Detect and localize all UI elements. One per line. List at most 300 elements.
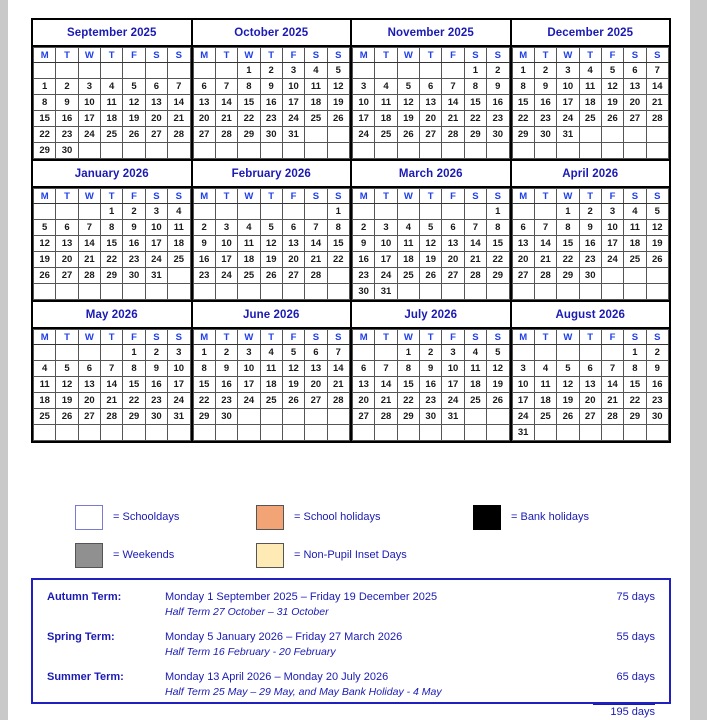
day-cell[interactable]: 20 <box>193 111 215 127</box>
day-cell[interactable]: 1 <box>397 345 419 361</box>
day-cell[interactable]: 3 <box>145 204 167 220</box>
day-cell[interactable]: 18 <box>579 95 601 111</box>
day-cell[interactable]: 28 <box>534 268 556 284</box>
day-cell[interactable]: 17 <box>145 236 167 252</box>
day-cell[interactable]: 9 <box>487 79 509 95</box>
day-cell[interactable]: 16 <box>487 95 509 111</box>
day-cell[interactable]: 10 <box>601 220 623 236</box>
day-cell[interactable]: 19 <box>327 95 349 111</box>
day-cell[interactable]: 22 <box>512 111 534 127</box>
day-cell[interactable]: 23 <box>260 111 282 127</box>
day-cell[interactable]: 12 <box>282 361 304 377</box>
day-cell[interactable]: 13 <box>624 79 646 95</box>
day-cell[interactable]: 13 <box>353 377 375 393</box>
day-cell[interactable]: 18 <box>624 236 646 252</box>
day-cell[interactable]: 2 <box>193 220 215 236</box>
day-cell[interactable]: 9 <box>215 361 237 377</box>
day-cell[interactable]: 24 <box>442 393 464 409</box>
day-cell[interactable]: 24 <box>282 111 304 127</box>
day-cell[interactable]: 1 <box>327 204 349 220</box>
day-cell[interactable]: 4 <box>168 204 190 220</box>
day-cell[interactable]: 28 <box>442 127 464 143</box>
day-cell[interactable]: 15 <box>624 377 646 393</box>
day-cell[interactable]: 7 <box>101 361 123 377</box>
day-cell[interactable]: 20 <box>282 252 304 268</box>
day-cell[interactable]: 5 <box>282 345 304 361</box>
day-cell[interactable]: 25 <box>397 268 419 284</box>
day-cell[interactable]: 1 <box>123 345 145 361</box>
day-cell[interactable]: 11 <box>238 236 260 252</box>
day-cell[interactable]: 26 <box>397 127 419 143</box>
day-cell[interactable]: 7 <box>464 220 486 236</box>
day-cell[interactable]: 6 <box>624 63 646 79</box>
day-cell[interactable]: 4 <box>624 204 646 220</box>
day-cell[interactable]: 14 <box>101 377 123 393</box>
day-cell[interactable]: 28 <box>168 127 190 143</box>
day-cell[interactable]: 16 <box>646 377 668 393</box>
day-cell[interactable]: 24 <box>557 111 579 127</box>
day-cell[interactable]: 14 <box>168 95 190 111</box>
day-cell[interactable]: 2 <box>56 79 78 95</box>
day-cell[interactable]: 24 <box>215 268 237 284</box>
day-cell[interactable]: 27 <box>624 111 646 127</box>
day-cell[interactable]: 7 <box>305 220 327 236</box>
day-cell[interactable]: 13 <box>420 95 442 111</box>
day-cell[interactable]: 11 <box>260 361 282 377</box>
day-cell[interactable]: 20 <box>56 252 78 268</box>
day-cell[interactable]: 13 <box>193 95 215 111</box>
day-cell[interactable]: 31 <box>375 284 397 300</box>
day-cell[interactable]: 6 <box>442 220 464 236</box>
day-cell[interactable]: 7 <box>327 345 349 361</box>
day-cell[interactable]: 20 <box>78 393 100 409</box>
day-cell[interactable]: 13 <box>512 236 534 252</box>
day-cell[interactable]: 4 <box>534 361 556 377</box>
day-cell[interactable]: 26 <box>34 268 56 284</box>
day-cell[interactable]: 15 <box>193 377 215 393</box>
day-cell[interactable]: 8 <box>487 220 509 236</box>
day-cell[interactable]: 22 <box>238 111 260 127</box>
day-cell[interactable]: 17 <box>353 111 375 127</box>
day-cell[interactable]: 18 <box>34 393 56 409</box>
day-cell[interactable]: 11 <box>579 79 601 95</box>
day-cell[interactable]: 18 <box>534 393 556 409</box>
day-cell[interactable]: 14 <box>375 377 397 393</box>
day-cell[interactable]: 29 <box>397 409 419 425</box>
day-cell[interactable]: 7 <box>168 79 190 95</box>
day-cell[interactable]: 27 <box>78 409 100 425</box>
day-cell[interactable]: 1 <box>557 204 579 220</box>
day-cell[interactable]: 28 <box>646 111 668 127</box>
day-cell[interactable]: 8 <box>464 79 486 95</box>
day-cell[interactable]: 5 <box>601 63 623 79</box>
day-cell[interactable]: 13 <box>442 236 464 252</box>
day-cell[interactable]: 11 <box>34 377 56 393</box>
day-cell[interactable]: 11 <box>464 361 486 377</box>
day-cell[interactable]: 21 <box>78 252 100 268</box>
day-cell[interactable]: 18 <box>375 111 397 127</box>
day-cell[interactable]: 6 <box>512 220 534 236</box>
day-cell[interactable]: 4 <box>238 220 260 236</box>
day-cell[interactable]: 31 <box>282 127 304 143</box>
day-cell[interactable]: 26 <box>487 393 509 409</box>
day-cell[interactable]: 14 <box>78 236 100 252</box>
day-cell[interactable]: 19 <box>487 377 509 393</box>
day-cell[interactable]: 4 <box>101 79 123 95</box>
day-cell[interactable]: 2 <box>123 204 145 220</box>
day-cell[interactable]: 11 <box>168 220 190 236</box>
day-cell[interactable]: 29 <box>123 409 145 425</box>
day-cell[interactable]: 25 <box>534 409 556 425</box>
day-cell[interactable]: 16 <box>56 111 78 127</box>
day-cell[interactable]: 24 <box>512 409 534 425</box>
day-cell[interactable]: 27 <box>442 268 464 284</box>
day-cell[interactable]: 14 <box>327 361 349 377</box>
day-cell[interactable]: 4 <box>305 63 327 79</box>
day-cell[interactable]: 14 <box>601 377 623 393</box>
day-cell[interactable]: 5 <box>34 220 56 236</box>
day-cell[interactable]: 29 <box>487 268 509 284</box>
day-cell[interactable]: 4 <box>579 63 601 79</box>
day-cell[interactable]: 3 <box>215 220 237 236</box>
day-cell[interactable]: 19 <box>557 393 579 409</box>
day-cell[interactable]: 15 <box>34 111 56 127</box>
day-cell[interactable]: 10 <box>353 95 375 111</box>
day-cell[interactable]: 8 <box>397 361 419 377</box>
day-cell[interactable]: 24 <box>145 252 167 268</box>
day-cell[interactable]: 22 <box>193 393 215 409</box>
day-cell[interactable]: 28 <box>601 409 623 425</box>
day-cell[interactable]: 15 <box>557 236 579 252</box>
day-cell[interactable]: 18 <box>397 252 419 268</box>
day-cell[interactable]: 12 <box>557 377 579 393</box>
day-cell[interactable]: 31 <box>145 268 167 284</box>
day-cell[interactable]: 25 <box>375 127 397 143</box>
day-cell[interactable]: 28 <box>327 393 349 409</box>
day-cell[interactable]: 24 <box>168 393 190 409</box>
day-cell[interactable]: 9 <box>420 361 442 377</box>
day-cell[interactable]: 12 <box>123 95 145 111</box>
day-cell[interactable]: 7 <box>78 220 100 236</box>
day-cell[interactable]: 17 <box>238 377 260 393</box>
day-cell[interactable]: 3 <box>557 63 579 79</box>
day-cell[interactable]: 7 <box>442 79 464 95</box>
day-cell[interactable]: 30 <box>534 127 556 143</box>
day-cell[interactable]: 30 <box>487 127 509 143</box>
day-cell[interactable]: 14 <box>305 236 327 252</box>
day-cell[interactable]: 11 <box>101 95 123 111</box>
day-cell[interactable]: 5 <box>420 220 442 236</box>
day-cell[interactable]: 23 <box>646 393 668 409</box>
day-cell[interactable]: 25 <box>305 111 327 127</box>
day-cell[interactable]: 8 <box>557 220 579 236</box>
day-cell[interactable]: 15 <box>101 236 123 252</box>
day-cell[interactable]: 22 <box>397 393 419 409</box>
day-cell[interactable]: 15 <box>487 236 509 252</box>
day-cell[interactable]: 5 <box>327 63 349 79</box>
day-cell[interactable]: 23 <box>56 127 78 143</box>
day-cell[interactable]: 22 <box>123 393 145 409</box>
day-cell[interactable]: 12 <box>34 236 56 252</box>
day-cell[interactable]: 23 <box>487 111 509 127</box>
day-cell[interactable]: 23 <box>145 393 167 409</box>
day-cell[interactable]: 9 <box>193 236 215 252</box>
day-cell[interactable]: 20 <box>420 111 442 127</box>
day-cell[interactable]: 18 <box>238 252 260 268</box>
day-cell[interactable]: 5 <box>397 79 419 95</box>
day-cell[interactable]: 27 <box>193 127 215 143</box>
day-cell[interactable]: 4 <box>375 79 397 95</box>
day-cell[interactable]: 21 <box>464 252 486 268</box>
day-cell[interactable]: 19 <box>260 252 282 268</box>
day-cell[interactable]: 18 <box>168 236 190 252</box>
day-cell[interactable]: 21 <box>327 377 349 393</box>
day-cell[interactable]: 22 <box>624 393 646 409</box>
day-cell[interactable]: 29 <box>557 268 579 284</box>
day-cell[interactable]: 26 <box>282 393 304 409</box>
day-cell[interactable]: 17 <box>215 252 237 268</box>
day-cell[interactable]: 29 <box>238 127 260 143</box>
day-cell[interactable]: 21 <box>168 111 190 127</box>
day-cell[interactable]: 2 <box>534 63 556 79</box>
day-cell[interactable]: 18 <box>101 111 123 127</box>
day-cell[interactable]: 27 <box>353 409 375 425</box>
day-cell[interactable]: 26 <box>260 268 282 284</box>
day-cell[interactable]: 22 <box>464 111 486 127</box>
day-cell[interactable]: 19 <box>123 111 145 127</box>
day-cell[interactable]: 29 <box>624 409 646 425</box>
day-cell[interactable]: 18 <box>305 95 327 111</box>
day-cell[interactable]: 1 <box>101 204 123 220</box>
day-cell[interactable]: 19 <box>646 236 668 252</box>
day-cell[interactable]: 26 <box>327 111 349 127</box>
day-cell[interactable]: 22 <box>101 252 123 268</box>
day-cell[interactable]: 18 <box>260 377 282 393</box>
day-cell[interactable]: 9 <box>534 79 556 95</box>
day-cell[interactable]: 14 <box>534 236 556 252</box>
day-cell[interactable]: 21 <box>646 95 668 111</box>
day-cell[interactable]: 5 <box>123 79 145 95</box>
day-cell[interactable]: 30 <box>420 409 442 425</box>
day-cell[interactable]: 10 <box>557 79 579 95</box>
day-cell[interactable]: 9 <box>646 361 668 377</box>
day-cell[interactable]: 28 <box>375 409 397 425</box>
day-cell[interactable]: 15 <box>327 236 349 252</box>
day-cell[interactable]: 20 <box>512 252 534 268</box>
day-cell[interactable]: 6 <box>579 361 601 377</box>
day-cell[interactable]: 10 <box>375 236 397 252</box>
day-cell[interactable]: 30 <box>123 268 145 284</box>
day-cell[interactable]: 16 <box>353 252 375 268</box>
day-cell[interactable]: 14 <box>646 79 668 95</box>
day-cell[interactable]: 6 <box>193 79 215 95</box>
day-cell[interactable]: 27 <box>512 268 534 284</box>
day-cell[interactable]: 12 <box>601 79 623 95</box>
day-cell[interactable]: 19 <box>420 252 442 268</box>
day-cell[interactable]: 13 <box>78 377 100 393</box>
day-cell[interactable]: 16 <box>145 377 167 393</box>
day-cell[interactable]: 25 <box>624 252 646 268</box>
day-cell[interactable]: 20 <box>305 377 327 393</box>
day-cell[interactable]: 1 <box>193 345 215 361</box>
day-cell[interactable]: 15 <box>397 377 419 393</box>
day-cell[interactable]: 10 <box>442 361 464 377</box>
day-cell[interactable]: 5 <box>557 361 579 377</box>
day-cell[interactable]: 9 <box>353 236 375 252</box>
day-cell[interactable]: 5 <box>260 220 282 236</box>
day-cell[interactable]: 29 <box>512 127 534 143</box>
day-cell[interactable]: 27 <box>305 393 327 409</box>
day-cell[interactable]: 9 <box>123 220 145 236</box>
day-cell[interactable]: 16 <box>215 377 237 393</box>
day-cell[interactable]: 10 <box>145 220 167 236</box>
day-cell[interactable]: 26 <box>56 409 78 425</box>
day-cell[interactable]: 20 <box>579 393 601 409</box>
day-cell[interactable]: 20 <box>145 111 167 127</box>
day-cell[interactable]: 10 <box>238 361 260 377</box>
day-cell[interactable]: 30 <box>260 127 282 143</box>
day-cell[interactable]: 17 <box>442 377 464 393</box>
day-cell[interactable]: 12 <box>487 361 509 377</box>
day-cell[interactable]: 13 <box>56 236 78 252</box>
day-cell[interactable]: 27 <box>145 127 167 143</box>
day-cell[interactable]: 12 <box>260 236 282 252</box>
day-cell[interactable]: 24 <box>238 393 260 409</box>
day-cell[interactable]: 29 <box>193 409 215 425</box>
day-cell[interactable]: 27 <box>282 268 304 284</box>
day-cell[interactable]: 22 <box>34 127 56 143</box>
day-cell[interactable]: 28 <box>215 127 237 143</box>
day-cell[interactable]: 1 <box>624 345 646 361</box>
day-cell[interactable]: 30 <box>579 268 601 284</box>
day-cell[interactable]: 7 <box>646 63 668 79</box>
day-cell[interactable]: 21 <box>305 252 327 268</box>
day-cell[interactable]: 8 <box>123 361 145 377</box>
day-cell[interactable]: 7 <box>601 361 623 377</box>
day-cell[interactable]: 6 <box>145 79 167 95</box>
day-cell[interactable]: 2 <box>260 63 282 79</box>
day-cell[interactable]: 13 <box>305 361 327 377</box>
day-cell[interactable]: 23 <box>534 111 556 127</box>
day-cell[interactable]: 30 <box>646 409 668 425</box>
day-cell[interactable]: 2 <box>353 220 375 236</box>
day-cell[interactable]: 28 <box>464 268 486 284</box>
day-cell[interactable]: 4 <box>464 345 486 361</box>
day-cell[interactable]: 1 <box>34 79 56 95</box>
day-cell[interactable]: 27 <box>579 409 601 425</box>
day-cell[interactable]: 3 <box>375 220 397 236</box>
day-cell[interactable]: 19 <box>56 393 78 409</box>
day-cell[interactable]: 29 <box>464 127 486 143</box>
day-cell[interactable]: 21 <box>375 393 397 409</box>
day-cell[interactable]: 23 <box>123 252 145 268</box>
day-cell[interactable]: 21 <box>601 393 623 409</box>
day-cell[interactable]: 25 <box>260 393 282 409</box>
day-cell[interactable]: 9 <box>579 220 601 236</box>
day-cell[interactable]: 1 <box>238 63 260 79</box>
day-cell[interactable]: 31 <box>557 127 579 143</box>
day-cell[interactable]: 17 <box>282 95 304 111</box>
day-cell[interactable]: 3 <box>282 63 304 79</box>
day-cell[interactable]: 20 <box>353 393 375 409</box>
day-cell[interactable]: 11 <box>305 79 327 95</box>
day-cell[interactable]: 1 <box>512 63 534 79</box>
day-cell[interactable]: 4 <box>34 361 56 377</box>
day-cell[interactable]: 5 <box>487 345 509 361</box>
day-cell[interactable]: 25 <box>168 252 190 268</box>
day-cell[interactable]: 26 <box>420 268 442 284</box>
day-cell[interactable]: 30 <box>353 284 375 300</box>
day-cell[interactable]: 3 <box>238 345 260 361</box>
day-cell[interactable]: 31 <box>168 409 190 425</box>
day-cell[interactable]: 25 <box>579 111 601 127</box>
day-cell[interactable]: 2 <box>579 204 601 220</box>
day-cell[interactable]: 16 <box>260 95 282 111</box>
day-cell[interactable]: 22 <box>327 252 349 268</box>
day-cell[interactable]: 8 <box>327 220 349 236</box>
day-cell[interactable]: 15 <box>512 95 534 111</box>
day-cell[interactable]: 30 <box>56 143 78 159</box>
day-cell[interactable]: 11 <box>397 236 419 252</box>
day-cell[interactable]: 15 <box>464 95 486 111</box>
day-cell[interactable]: 23 <box>193 268 215 284</box>
day-cell[interactable]: 8 <box>238 79 260 95</box>
day-cell[interactable]: 1 <box>487 204 509 220</box>
day-cell[interactable]: 16 <box>123 236 145 252</box>
day-cell[interactable]: 9 <box>56 95 78 111</box>
day-cell[interactable]: 19 <box>601 95 623 111</box>
day-cell[interactable]: 25 <box>34 409 56 425</box>
day-cell[interactable]: 3 <box>78 79 100 95</box>
day-cell[interactable]: 6 <box>420 79 442 95</box>
day-cell[interactable]: 8 <box>193 361 215 377</box>
day-cell[interactable]: 14 <box>215 95 237 111</box>
day-cell[interactable]: 21 <box>442 111 464 127</box>
day-cell[interactable]: 28 <box>101 409 123 425</box>
day-cell[interactable]: 26 <box>601 111 623 127</box>
day-cell[interactable]: 14 <box>464 236 486 252</box>
day-cell[interactable]: 26 <box>123 127 145 143</box>
day-cell[interactable]: 3 <box>512 361 534 377</box>
day-cell[interactable]: 17 <box>601 236 623 252</box>
day-cell[interactable]: 29 <box>101 268 123 284</box>
day-cell[interactable]: 2 <box>420 345 442 361</box>
day-cell[interactable]: 2 <box>487 63 509 79</box>
day-cell[interactable]: 23 <box>420 393 442 409</box>
day-cell[interactable]: 12 <box>56 377 78 393</box>
day-cell[interactable]: 14 <box>442 95 464 111</box>
day-cell[interactable]: 11 <box>534 377 556 393</box>
day-cell[interactable]: 2 <box>145 345 167 361</box>
day-cell[interactable]: 11 <box>624 220 646 236</box>
day-cell[interactable]: 1 <box>464 63 486 79</box>
day-cell[interactable]: 7 <box>375 361 397 377</box>
day-cell[interactable]: 8 <box>34 95 56 111</box>
day-cell[interactable]: 24 <box>601 252 623 268</box>
day-cell[interactable]: 19 <box>397 111 419 127</box>
day-cell[interactable]: 21 <box>215 111 237 127</box>
day-cell[interactable]: 16 <box>420 377 442 393</box>
day-cell[interactable]: 31 <box>512 425 534 441</box>
day-cell[interactable]: 5 <box>56 361 78 377</box>
day-cell[interactable]: 7 <box>534 220 556 236</box>
day-cell[interactable]: 17 <box>168 377 190 393</box>
day-cell[interactable]: 8 <box>512 79 534 95</box>
day-cell[interactable]: 8 <box>624 361 646 377</box>
day-cell[interactable]: 12 <box>397 95 419 111</box>
day-cell[interactable]: 16 <box>193 252 215 268</box>
day-cell[interactable]: 29 <box>34 143 56 159</box>
